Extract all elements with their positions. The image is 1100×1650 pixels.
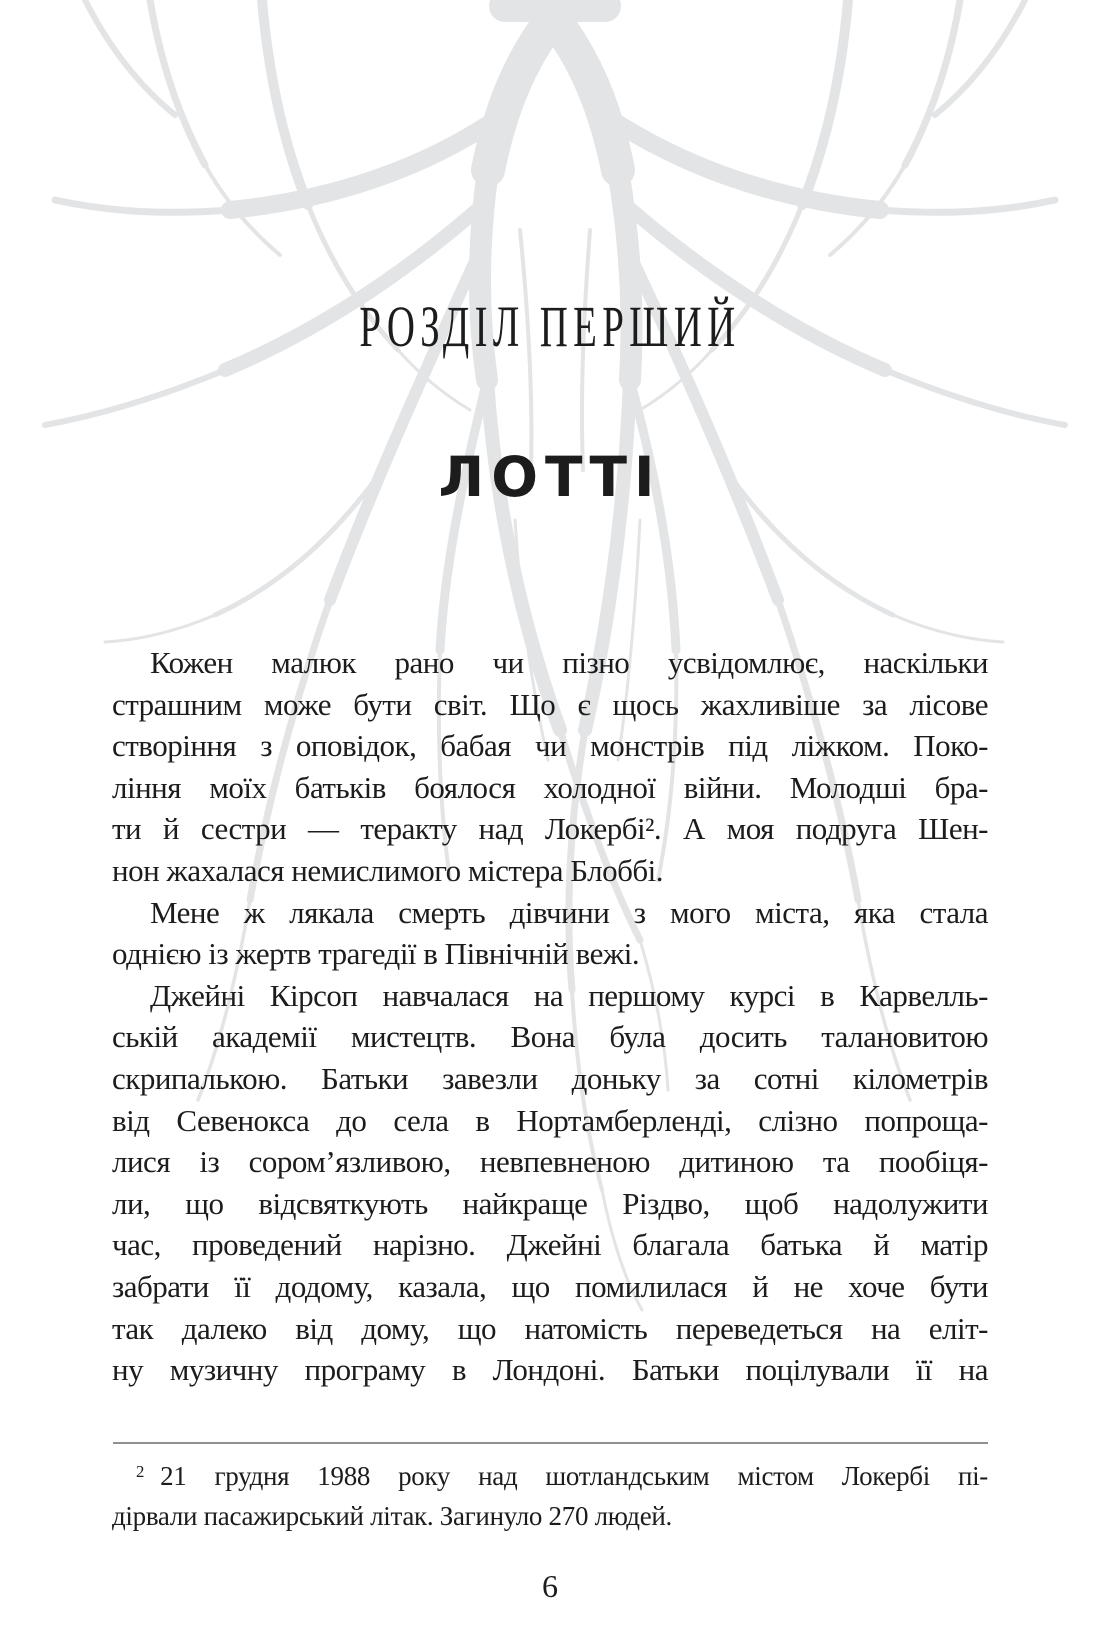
footnote-text: 21 грудня 1988 року над шотландським містом Локербі пі-: [160, 1461, 988, 1491]
footnote-line: [112, 1458, 988, 1498]
body-line: однією із жертв трагедії в Північній вежі.: [112, 936, 640, 972]
body-line: ління моїх батьків боялося холодної війни. Молодші бра-: [112, 769, 988, 805]
body-line: лися із сором’язливою, невпевненою дитиною та пообіця-: [112, 1144, 988, 1180]
footnote-marker: 2: [136, 1462, 145, 1482]
body-line: скрипалькою. Батьки завезли доньку за сотні кілометрів: [112, 1060, 988, 1096]
chapter-label: РОЗДІЛ ПЕРШИЙ: [359, 294, 741, 359]
body-line: Кожен малюк рано чи пізно усвідомлює, наскільки: [150, 645, 988, 680]
footnote: [112, 1458, 988, 1534]
page-number: 6: [542, 1568, 558, 1604]
body-line: Мене ж лякала смерть дівчини з мого міста, яка стала: [150, 894, 988, 930]
body-line: ти й сестри — теракту над Локербі². А моя подруга Шен-: [112, 811, 988, 847]
body-line: нон жахалася немислимого містера Блоббі.: [112, 852, 663, 888]
footnote-line: дірвали пасажирський літак. Загинуло 270 людей.: [112, 1501, 672, 1531]
body-line: Джейні Кірсоп навчалася на першому курсі в Карвелль-: [150, 977, 988, 1013]
body-line: створіння з оповідок, бабая чи монстрів під ліжком. Поко-: [112, 728, 988, 764]
body-line: ли, що відсвяткують найкраще Різдво, щоб надолужити: [112, 1185, 988, 1221]
body-line: від Севенокса до села в Нортамберленді, слізно попроща-: [112, 1102, 988, 1138]
chapter-title: ЛОТТІ: [438, 445, 662, 509]
body-line: час, проведений нарізно. Джейні благала батька й матір: [112, 1227, 988, 1263]
footnote-divider: [113, 1442, 988, 1444]
body-line: ській академії мистецтв. Вона була досить талановитою: [112, 1019, 988, 1055]
body-line: так далеко від дому, що натомість переведеться на еліт-: [112, 1310, 988, 1346]
body-line: забрати її додому, казала, що помилилася й не хоче бути: [112, 1268, 988, 1304]
body-line: ну музичну програму в Лондоні. Батьки поцілували її на: [112, 1352, 988, 1388]
body-text: [112, 642, 988, 1391]
body-line: страшним може бути світ. Що є щось жахливіше за лісове: [112, 686, 988, 722]
